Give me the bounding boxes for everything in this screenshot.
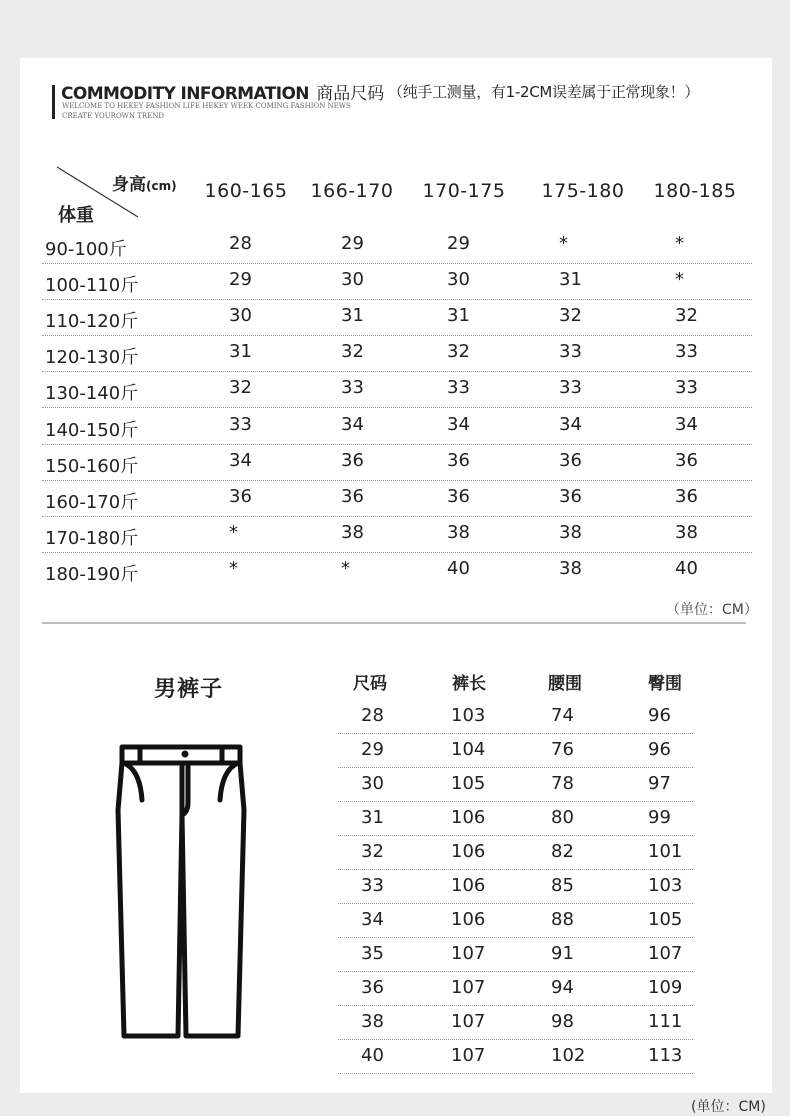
table-row (42, 481, 752, 517)
pants-cell: 74 (551, 705, 574, 726)
pants-cell: 96 (648, 705, 671, 726)
pants-cell: 106 (451, 807, 486, 828)
weight-range: 130-140斤 (45, 383, 139, 405)
pants-cell: 113 (648, 1045, 683, 1066)
pants-cell: 106 (451, 909, 486, 930)
size-cell: 33 (341, 377, 364, 399)
size-cell: 30 (229, 305, 252, 327)
size-cell: 36 (447, 449, 470, 471)
pants-cell: 35 (361, 943, 384, 964)
pants-table-row (338, 1006, 693, 1040)
pants-cell: 31 (361, 807, 384, 828)
weight-range: 100-110斤 (45, 275, 139, 297)
size-cell: 38 (675, 521, 698, 543)
size-cell: 34 (341, 413, 364, 435)
pants-cell: 29 (361, 739, 384, 760)
size-cell: * (229, 557, 238, 579)
size-cell: 36 (341, 449, 364, 471)
pants-cell: 107 (451, 943, 486, 964)
table-row (42, 445, 752, 481)
size-cell: 30 (341, 269, 364, 291)
size-cell: 36 (675, 485, 698, 507)
pants-cell: 106 (451, 875, 486, 896)
section-divider (42, 622, 746, 624)
height-unit: (cm) (146, 179, 177, 193)
size-cell: 32 (559, 305, 582, 327)
size-cell: 30 (447, 269, 470, 291)
pants-cell: 94 (551, 977, 574, 998)
pants-cell: 105 (648, 909, 683, 930)
weight-range: 160-170斤 (45, 491, 139, 513)
size-cell: 34 (675, 413, 698, 435)
height-axis-label (112, 170, 177, 195)
size-cell: * (229, 521, 238, 543)
table-row (42, 300, 752, 336)
table-row (42, 517, 752, 553)
pants-cell: 40 (361, 1045, 384, 1066)
size-cell: 38 (447, 521, 470, 543)
header-subtitle-line2: CREATE YOUROWN TREND (62, 112, 165, 120)
pants-cell: 103 (648, 875, 683, 896)
table-row (42, 336, 752, 372)
height-column-header: 166-170 (310, 180, 394, 202)
row-separator (338, 1073, 693, 1074)
header-title-cn: 商品尺码 (316, 84, 385, 104)
pants-cell: 106 (451, 841, 486, 862)
size-cell: 36 (675, 449, 698, 471)
pants-cell: 32 (361, 841, 384, 862)
height-column-header: 175-180 (541, 180, 625, 202)
pants-chart-unit: (单位：CM) (691, 1099, 766, 1115)
size-cell: 31 (229, 341, 252, 363)
size-cell: 32 (447, 341, 470, 363)
size-cell: 36 (559, 449, 582, 471)
size-cell: 34 (447, 413, 470, 435)
pants-cell: 105 (451, 773, 486, 794)
height-column-header: 170-175 (422, 180, 506, 202)
pants-cell: 34 (361, 909, 384, 930)
height-column-header: 180-185 (653, 180, 737, 202)
size-cell: 29 (447, 233, 470, 254)
pants-cell: 107 (451, 1045, 486, 1066)
size-cell: 36 (559, 485, 582, 507)
size-cell: 33 (229, 413, 252, 435)
pants-cell: 82 (551, 841, 574, 862)
pants-cell: 33 (361, 875, 384, 896)
pants-cell: 104 (451, 739, 486, 760)
pants-column-header: 裤长 (452, 674, 486, 694)
table-row (42, 553, 752, 589)
size-cell: 33 (559, 377, 582, 399)
pants-cell: 91 (551, 943, 574, 964)
pants-cell: 103 (451, 705, 486, 726)
table-row (42, 409, 752, 445)
pants-cell: 36 (361, 977, 384, 998)
size-cell: * (675, 233, 684, 254)
pants-cell: 78 (551, 773, 574, 794)
pants-cell: 101 (648, 841, 683, 862)
table-row (42, 264, 752, 300)
pants-cell: 97 (648, 773, 671, 794)
pants-cell: 96 (648, 739, 671, 760)
size-cell: 40 (447, 557, 470, 579)
pants-table-row (338, 802, 693, 836)
size-cell: 33 (675, 377, 698, 399)
size-cell: 36 (447, 485, 470, 507)
size-cell: 36 (341, 485, 364, 507)
pants-table-row (338, 1040, 693, 1074)
pants-cell: 76 (551, 739, 574, 760)
weight-range: 150-160斤 (45, 455, 139, 477)
pants-cell: 109 (648, 977, 683, 998)
pants-cell: 98 (551, 1011, 574, 1032)
size-cell: * (559, 233, 568, 254)
weight-range: 170-180斤 (45, 527, 139, 549)
size-cell: 31 (341, 305, 364, 327)
size-cell: 33 (447, 377, 470, 399)
size-cell: 29 (229, 269, 252, 291)
pants-table-row (338, 904, 693, 938)
pants-cell: 107 (451, 1011, 486, 1032)
pants-table-row (338, 938, 693, 972)
weight-range: 120-130斤 (45, 347, 139, 369)
pants-cell: 88 (551, 909, 574, 930)
size-cell: 38 (559, 557, 582, 579)
size-cell: 33 (675, 341, 698, 363)
header-subtitle-line1: WELCOME TO HEKEY FASHION LIFE HEKEY WEEK COMING FASHION NEWS (62, 102, 351, 110)
pants-table-row (338, 836, 693, 870)
pants-table-row (338, 768, 693, 802)
size-cell: 40 (675, 557, 698, 579)
size-cell: 32 (229, 377, 252, 399)
pants-cell: 38 (361, 1011, 384, 1032)
pants-cell: 28 (361, 705, 384, 726)
size-cell: 31 (447, 305, 470, 327)
table-row (42, 372, 752, 408)
size-cell: 36 (229, 485, 252, 507)
pants-column-header: 腰围 (548, 674, 582, 694)
pants-table-row (338, 734, 693, 768)
pants-table-row (338, 700, 693, 734)
pants-table-row (338, 972, 693, 1006)
weight-range: 140-150斤 (45, 419, 139, 441)
size-cell: 29 (341, 233, 364, 254)
header-title-en: COMMODITY INFORMATION (61, 84, 309, 104)
table-row (42, 228, 752, 264)
weight-range: 90-100斤 (45, 239, 127, 260)
pants-cell: 99 (648, 807, 671, 828)
pants-cell: 80 (551, 807, 574, 828)
pants-title: 男裤子 (154, 677, 224, 702)
pants-column-header: 臀围 (648, 674, 682, 694)
pants-column-header: 尺码 (353, 674, 387, 694)
header-note: （纯手工测量，有1-2CM误差属于正常现象！） (388, 83, 700, 101)
height-column-header: 160-165 (204, 180, 288, 202)
size-cell: 28 (229, 233, 252, 254)
size-cell: 34 (559, 413, 582, 435)
size-cell: 38 (559, 521, 582, 543)
weight-range: 110-120斤 (45, 311, 139, 333)
weight-range: 180-190斤 (45, 563, 139, 585)
pants-cell: 111 (648, 1011, 683, 1032)
size-cell: 34 (229, 449, 252, 471)
pants-cell: 85 (551, 875, 574, 896)
size-cell: * (341, 557, 350, 579)
pants-cell: 102 (551, 1045, 586, 1066)
pants-cell: 30 (361, 773, 384, 794)
size-cell: 32 (675, 305, 698, 327)
size-cell: 31 (559, 269, 582, 291)
height-label: 身高 (112, 175, 146, 195)
size-cell: * (675, 269, 684, 291)
size-cell: 33 (559, 341, 582, 363)
pants-cell: 107 (451, 977, 486, 998)
weight-axis-label: 体重 (58, 205, 94, 226)
pants-cell: 107 (648, 943, 683, 964)
pants-icon (110, 740, 250, 1040)
pants-table-row (338, 870, 693, 904)
size-cell: 38 (341, 521, 364, 543)
size-cell: 32 (341, 341, 364, 363)
size-chart-unit: （单位：CM） (666, 602, 758, 618)
